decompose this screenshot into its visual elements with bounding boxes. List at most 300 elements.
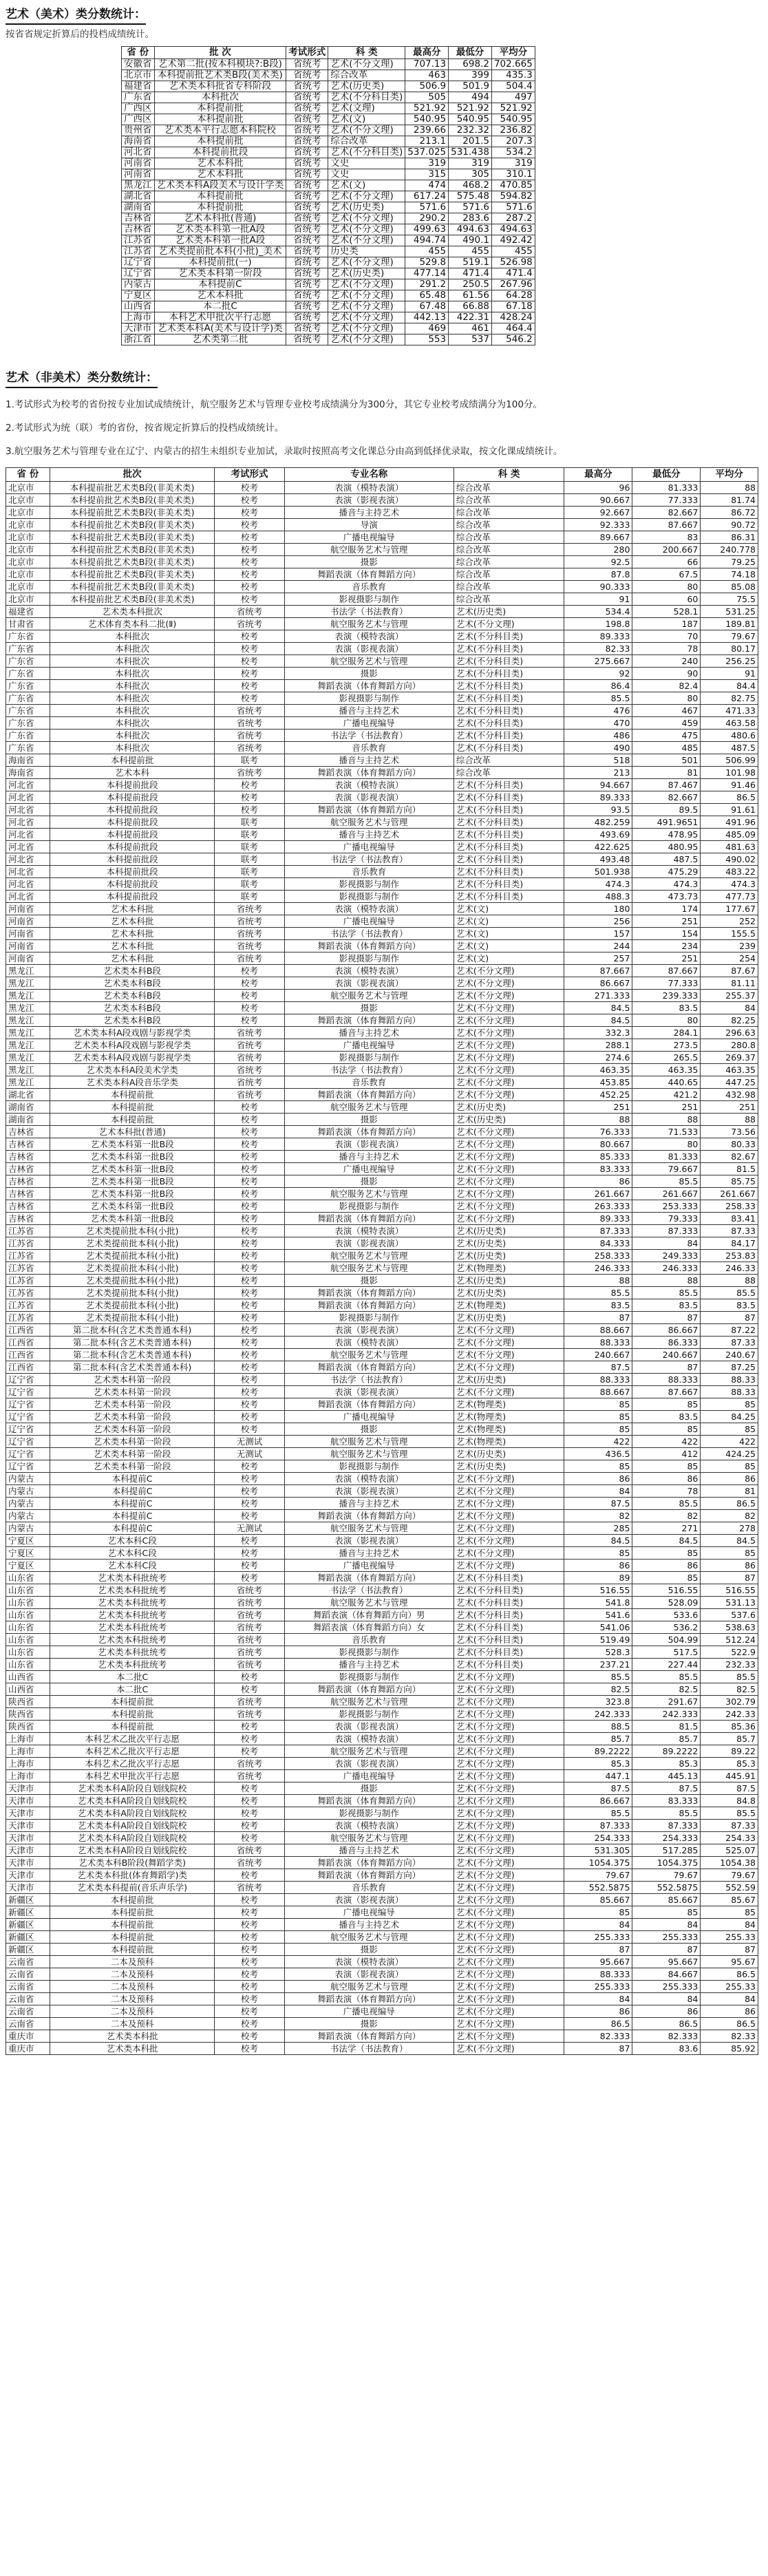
table-cell: 省统考: [215, 940, 284, 952]
table-cell: 305: [449, 169, 492, 180]
table-cell: 省统考: [215, 903, 284, 915]
table-cell: 艺术类提前批本科(小批): [50, 1225, 215, 1237]
table-cell: 艺术(不分文理): [454, 1200, 564, 1213]
table-cell: 79.67: [701, 1869, 758, 1882]
table-row: [6, 1089, 758, 1101]
table-cell: 艺术(文): [454, 928, 564, 940]
table-cell: 音乐教育: [284, 1882, 454, 1894]
table-cell: 254: [701, 952, 758, 965]
table-cell: 校考: [215, 680, 284, 692]
section2-notes: [6, 397, 758, 459]
table-cell: 82.5: [632, 1683, 701, 1696]
table-row: [6, 1498, 758, 1510]
table-cell: 河南省: [6, 903, 50, 915]
table-row: [122, 290, 535, 301]
table-cell: 艺术(不分科目类): [454, 1597, 564, 1609]
table-cell: 黑龙江: [6, 1027, 50, 1039]
table-cell: 86.72: [701, 507, 758, 519]
table-cell: 87.667: [632, 1386, 701, 1398]
table-row: [6, 494, 758, 507]
table-cell: 艺术(不分文理): [454, 1708, 564, 1721]
table-cell: 491.9651: [632, 816, 701, 829]
table-cell: 艺术(不分科目类): [454, 853, 564, 866]
table-cell: 艺术类本科批次: [50, 606, 215, 618]
table-cell: 81: [632, 767, 701, 779]
table-cell: 艺术类本科第一阶段: [50, 1386, 215, 1398]
table-cell: 85.5: [564, 1807, 632, 1820]
table-row: [6, 1027, 758, 1039]
table-row: [6, 1535, 758, 1547]
table-cell: 艺术(不分文理): [454, 1151, 564, 1163]
table-cell: 85.08: [701, 581, 758, 593]
table-row: [6, 1745, 758, 1758]
table-cell: 本科批次: [50, 643, 215, 655]
table-cell: 艺术(文): [454, 903, 564, 915]
table-cell: 89.667: [564, 531, 632, 544]
table-cell: 249.333: [632, 1250, 701, 1262]
table-cell: 88.333: [564, 1337, 632, 1349]
table-cell: 85: [701, 1423, 758, 1436]
table-cell: 艺术类本科第一批B段: [50, 1188, 215, 1200]
table-cell: 校考: [215, 1485, 284, 1498]
table-cell: 本科批次: [154, 92, 286, 103]
table-cell: 艺术(不分文理): [454, 1696, 564, 1708]
table-cell: 490.02: [701, 853, 758, 866]
table-cell: 本科提前批: [50, 1906, 215, 1919]
table-cell: 艺术类本科B段: [50, 977, 215, 990]
table-cell: 校考: [215, 1919, 284, 1931]
table-cell: 艺术类本科批统考: [50, 1572, 215, 1584]
table-cell: 艺术(不分文理): [454, 1832, 564, 1844]
table-cell: 江苏省: [6, 1262, 50, 1275]
table-cell: 85.5: [632, 1807, 701, 1820]
table-cell: 485: [632, 742, 701, 754]
table-cell: 463.58: [701, 717, 758, 730]
table-cell: 艺术(不分文理): [454, 1844, 564, 1857]
table-cell: 87: [632, 1312, 701, 1324]
table-cell: 85: [564, 1423, 632, 1436]
table-cell: 表演（模特表演）: [284, 1337, 454, 1349]
table-cell: 校考: [215, 692, 284, 705]
section2-title: 艺术（非美术）类分数统计：: [6, 369, 758, 389]
table-cell: 艺术(不分文理): [328, 290, 405, 301]
table-cell: 521.92: [491, 103, 535, 114]
table-cell: 483.22: [701, 866, 758, 878]
table-cell: 播音与主持艺术: [284, 1498, 454, 1510]
table-cell: 广播电视编导: [284, 2005, 454, 2018]
table-cell: 校考: [215, 2005, 284, 2018]
table-cell: 重庆市: [6, 2030, 50, 2043]
table-cell: 表演（影视表演）: [284, 791, 454, 804]
table-cell: 本科艺术甲批次平行志愿: [50, 1770, 215, 1782]
table-row: [6, 1993, 758, 2005]
table-cell: 88.333: [564, 1374, 632, 1386]
table-cell: 84.5: [701, 1535, 758, 1547]
table-cell: 航空服务艺术与管理: [284, 1448, 454, 1460]
table-cell: 艺术(不分文理): [454, 1857, 564, 1869]
table-cell: 播音与主持艺术: [284, 1844, 454, 1857]
table-cell: 艺术(不分科目类): [328, 147, 405, 158]
table-cell: 舞蹈表演（体育舞蹈方向）: [284, 940, 454, 952]
column-header: 平均分: [701, 468, 758, 482]
table-cell: 天津市: [6, 1857, 50, 1869]
table-cell: 84: [564, 1919, 632, 1931]
table-cell: 内蒙古: [6, 1522, 50, 1535]
table-cell: 新疆区: [6, 1894, 50, 1906]
table-cell: 导演: [284, 519, 454, 531]
table-cell: 天津市: [122, 323, 155, 334]
table-cell: 省统考: [215, 1597, 284, 1609]
table-cell: 480.6: [701, 730, 758, 742]
table-cell: 宁夏区: [6, 1547, 50, 1560]
table-cell: 舞蹈表演（体育舞蹈方向）: [284, 1398, 454, 1411]
table-cell: 艺术(不分文理): [454, 1906, 564, 1919]
table-cell: 491.96: [701, 816, 758, 829]
table-cell: 江苏省: [6, 1275, 50, 1287]
table-header-row: [6, 468, 758, 482]
table-cell: 上海市: [6, 1770, 50, 1782]
table-cell: 舞蹈表演（体育舞蹈方向）: [284, 1857, 454, 1869]
table-cell: 省统考: [286, 191, 328, 202]
table-row: [6, 606, 758, 618]
table-cell: 广东省: [6, 717, 50, 730]
table-cell: 辽宁省: [6, 1411, 50, 1423]
table-cell: 校考: [215, 2030, 284, 2043]
table-cell: 422.625: [564, 841, 632, 853]
table-cell: 90.667: [564, 494, 632, 507]
table-cell: 213.1: [405, 136, 449, 147]
table-cell: 校考: [215, 1671, 284, 1683]
table-cell: 校考: [215, 494, 284, 507]
table-cell: 航空服务艺术与管理: [284, 1436, 454, 1448]
table-row: [122, 257, 535, 268]
table-cell: 571.6: [491, 202, 535, 213]
table-cell: 96: [564, 482, 632, 494]
table-cell: 广播电视编导: [284, 1411, 454, 1423]
table-cell: 舞蹈表演（体育舞蹈方向）: [284, 1089, 454, 1101]
table-cell: 422: [564, 1436, 632, 1448]
table-cell: 省统考: [215, 1634, 284, 1646]
table-row: [6, 1671, 758, 1683]
table-cell: 艺术本科批: [50, 903, 215, 915]
table-cell: 237.21: [564, 1659, 632, 1671]
table-cell: 联考: [215, 866, 284, 878]
table-cell: 校考: [215, 1175, 284, 1188]
table-cell: 526.98: [491, 257, 535, 268]
table-cell: 第二批本科(含艺术类普通本科): [50, 1337, 215, 1349]
table-cell: 音乐教育: [284, 742, 454, 754]
table-cell: 232.32: [449, 125, 492, 136]
table-cell: 陕西省: [6, 1721, 50, 1733]
table-cell: 天津市: [6, 1869, 50, 1882]
table-cell: 480.95: [632, 841, 701, 853]
table-cell: 艺术(不分科目类): [454, 791, 564, 804]
table-cell: 辽宁省: [6, 1460, 50, 1473]
table-cell: 艺术(不分科目类): [454, 1646, 564, 1659]
table-cell: 艺术(历史类): [454, 1225, 564, 1237]
table-cell: 255.333: [564, 1981, 632, 1993]
table-cell: 91.46: [701, 779, 758, 791]
table-cell: 468.2: [449, 180, 492, 191]
table-cell: 艺术(不分文理): [454, 1014, 564, 1027]
table-cell: 422: [632, 1436, 701, 1448]
table-cell: 表演（影视表演）: [284, 1138, 454, 1151]
table-cell: 艺术本科批: [50, 940, 215, 952]
table-cell: 87.667: [564, 965, 632, 977]
table-cell: 本科批次: [50, 630, 215, 643]
table-cell: 省统考: [215, 1646, 284, 1659]
column-header: 科 类: [454, 468, 564, 482]
table-cell: 本科提前批段: [50, 866, 215, 878]
table-cell: 河北省: [6, 804, 50, 816]
table-cell: 广东省: [6, 692, 50, 705]
table-cell: 内蒙古: [6, 1498, 50, 1510]
table-row: [6, 1064, 758, 1076]
table-cell: 艺术类提前批本科(小批): [50, 1287, 215, 1299]
table-cell: 江苏省: [6, 1287, 50, 1299]
table-cell: 艺术(历史类): [454, 606, 564, 618]
table-body: [6, 482, 758, 2055]
table-cell: 艺术本科C段: [50, 1560, 215, 1572]
table-cell: 黑龙江: [6, 977, 50, 990]
table-cell: 摄影: [284, 1944, 454, 1956]
table-cell: 67.5: [632, 568, 701, 581]
table-cell: 84: [632, 1237, 701, 1250]
table-cell: 校考: [215, 531, 284, 544]
table-cell: 山东省: [6, 1659, 50, 1671]
table-cell: 594.82: [491, 191, 535, 202]
table-cell: 黑龙江: [6, 1076, 50, 1089]
table-cell: 艺术(不分文理): [328, 125, 405, 136]
table-cell: 82.67: [701, 1151, 758, 1163]
table-cell: 综合改革: [328, 70, 405, 81]
table-cell: 90: [632, 668, 701, 680]
table-cell: 87.333: [564, 1225, 632, 1237]
table-cell: 二本及预科: [50, 2005, 215, 2018]
table-cell: 89: [564, 1572, 632, 1584]
table-cell: 85: [632, 1423, 701, 1436]
table-cell: 校考: [215, 1981, 284, 1993]
table-cell: 艺术类本科B阶段(舞蹈学类): [50, 1857, 215, 1869]
table-row: [6, 1696, 758, 1708]
table-cell: 艺术(物理类): [454, 1262, 564, 1275]
table-cell: 艺术(不分科目类): [454, 630, 564, 643]
table-cell: 85.3: [701, 1758, 758, 1770]
table-cell: 440.65: [632, 1076, 701, 1089]
table-cell: 艺术(历史类): [454, 1460, 564, 1473]
table-cell: 84: [564, 1993, 632, 2005]
table-cell: 江西省: [6, 1337, 50, 1349]
table-cell: 艺术(不分科目类): [454, 742, 564, 754]
table-cell: 艺术(不分文理): [454, 2018, 564, 2030]
table-row: [6, 643, 758, 655]
table-cell: 艺术(不分文理): [454, 1076, 564, 1089]
table-cell: 省统考: [215, 1039, 284, 1052]
table-cell: 校考: [215, 1213, 284, 1225]
table-cell: 290.2: [405, 213, 449, 224]
table-cell: 省统考: [215, 1064, 284, 1076]
table-cell: 湖北省: [6, 1089, 50, 1101]
table-cell: 山西省: [122, 301, 155, 312]
table-cell: 艺术类第二批: [154, 334, 286, 345]
table-cell: 二本及预科: [50, 1981, 215, 1993]
table-row: [122, 191, 535, 202]
table-cell: 82.333: [632, 2030, 701, 2043]
table-cell: 86: [564, 2005, 632, 2018]
table-cell: 87: [632, 1361, 701, 1374]
table-cell: 177.67: [701, 903, 758, 915]
table-cell: 540.95: [405, 114, 449, 125]
table-cell: 综合改革: [328, 136, 405, 147]
table-cell: 艺术类本科B段: [50, 1002, 215, 1014]
table-cell: 84.5: [632, 1535, 701, 1547]
table-cell: 本科提前C: [50, 1510, 215, 1522]
table-row: [6, 1200, 758, 1213]
table-cell: 艺术类本科A段美术学类: [50, 1064, 215, 1076]
table-cell: 474.3: [564, 878, 632, 891]
table-cell: 省统考: [286, 180, 328, 191]
table-cell: 省统考: [215, 1584, 284, 1597]
table-cell: 黑龙江: [6, 1014, 50, 1027]
table-cell: 影视摄影与制作: [284, 593, 454, 606]
table-cell: 80: [632, 1138, 701, 1151]
table-row: [6, 1460, 758, 1473]
column-header: 最高分: [564, 468, 632, 482]
table-cell: 84: [564, 1485, 632, 1498]
table-cell: 艺术类本科批统考: [50, 1597, 215, 1609]
table-cell: 山西省: [6, 1683, 50, 1696]
table-cell: 广东省: [6, 730, 50, 742]
table-cell: 艺术(历史类): [328, 202, 405, 213]
table-cell: 校考: [215, 1225, 284, 1237]
table-cell: 艺术(不分文理): [454, 1782, 564, 1795]
table-cell: 87.5: [632, 1782, 701, 1795]
table-cell: 艺术(不分科目类): [454, 1621, 564, 1634]
table-cell: 541.8: [564, 1597, 632, 1609]
table-cell: 省统考: [286, 213, 328, 224]
column-header: 最高分: [405, 47, 449, 59]
table-cell: 477.14: [405, 268, 449, 279]
table-cell: 71.533: [632, 1126, 701, 1138]
table-cell: 省统考: [286, 312, 328, 323]
table-cell: 474: [405, 180, 449, 191]
table-cell: 音乐教育: [284, 581, 454, 593]
table-cell: 表演（影视表演）: [284, 1968, 454, 1981]
table-cell: 497: [491, 92, 535, 103]
table-cell: 85.5: [701, 1807, 758, 1820]
table-cell: 261.667: [632, 1188, 701, 1200]
table-cell: 航空服务艺术与管理: [284, 1262, 454, 1275]
table-row: [6, 1386, 758, 1398]
table-cell: 校考: [215, 1423, 284, 1436]
table-cell: 综合改革: [454, 494, 564, 507]
table-row: [6, 1609, 758, 1621]
table-cell: 校考: [215, 581, 284, 593]
table-cell: 91: [564, 593, 632, 606]
table-cell: 艺术(不分文理): [328, 213, 405, 224]
table-row: [6, 767, 758, 779]
table-cell: 艺术(历史类): [454, 1250, 564, 1262]
table-cell: 海南省: [6, 767, 50, 779]
table-cell: 校考: [215, 1782, 284, 1795]
table-cell: 66: [632, 556, 701, 568]
table-cell: 艺术(不分文理): [454, 1485, 564, 1498]
table-cell: 302.79: [701, 1696, 758, 1708]
table-cell: 省统考: [286, 125, 328, 136]
table-row: [122, 158, 535, 169]
table-cell: 251: [632, 1101, 701, 1114]
table-cell: 校考: [215, 1944, 284, 1956]
table-cell: 85.5: [632, 1671, 701, 1683]
table-cell: 88.33: [701, 1386, 758, 1398]
table-row: [122, 268, 535, 279]
table-cell: 本科提前C: [50, 1473, 215, 1485]
table-cell: 283.6: [449, 213, 492, 224]
table-cell: 95.667: [564, 1956, 632, 1968]
table-cell: 云南省: [6, 1981, 50, 1993]
table-cell: 表演（影视表演）: [284, 1894, 454, 1906]
table-cell: 江苏省: [6, 1299, 50, 1312]
table-cell: 广播电视编导: [284, 915, 454, 928]
table-row: [6, 1225, 758, 1237]
table-row: [6, 990, 758, 1002]
table-cell: 艺术类本科B段: [50, 1014, 215, 1027]
table-cell: 艺术本科批(普通): [50, 1126, 215, 1138]
table-cell: 吉林省: [6, 1126, 50, 1138]
table-cell: 475.29: [632, 866, 701, 878]
table-cell: 艺术类本科A阶段自划线院校: [50, 1782, 215, 1795]
table-cell: 二本及预科: [50, 1956, 215, 1968]
table-cell: 艺术类本科批统考: [50, 1584, 215, 1597]
table-cell: 艺术类本科A段戏剧与影视学类: [50, 1052, 215, 1064]
table-cell: 航空服务艺术与管理: [284, 1522, 454, 1535]
table-cell: 综合改革: [454, 519, 564, 531]
table-cell: 本科提前批: [50, 1101, 215, 1114]
table-cell: 240: [632, 655, 701, 668]
table-cell: 艺术(历史类): [454, 1287, 564, 1299]
table-cell: 70: [632, 630, 701, 643]
table-cell: 85.667: [632, 1894, 701, 1906]
table-cell: 山东省: [6, 1609, 50, 1621]
table-row: [6, 1721, 758, 1733]
table-cell: 78: [632, 643, 701, 655]
table-cell: 艺术(物理类): [454, 1299, 564, 1312]
table-cell: 艺术类提前批本科(小批): [50, 1275, 215, 1287]
table-cell: 87.5: [564, 1498, 632, 1510]
table-cell: 90.333: [564, 581, 632, 593]
table-cell: 471.4: [491, 268, 535, 279]
table-cell: 155.5: [701, 928, 758, 940]
table-cell: 北京市: [6, 593, 50, 606]
table-cell: 江苏省: [122, 235, 155, 246]
table-cell: 85.5: [564, 692, 632, 705]
table-cell: 本科提前批段: [50, 878, 215, 891]
table-row: [122, 125, 535, 136]
table-cell: 艺术本科批: [50, 928, 215, 940]
table-cell: 506.99: [701, 754, 758, 767]
table-cell: 83.5: [564, 1299, 632, 1312]
table-cell: 江苏省: [6, 1237, 50, 1250]
table-cell: 78: [632, 1485, 701, 1498]
table-cell: 表演（模特表演）: [284, 482, 454, 494]
table-cell: 本二批C: [50, 1671, 215, 1683]
table-row: [6, 1250, 758, 1262]
table-cell: 265.5: [632, 1052, 701, 1064]
table-row: [6, 1374, 758, 1386]
table-cell: 辽宁省: [6, 1374, 50, 1386]
table-row: [122, 213, 535, 224]
table-cell: 联考: [215, 841, 284, 853]
